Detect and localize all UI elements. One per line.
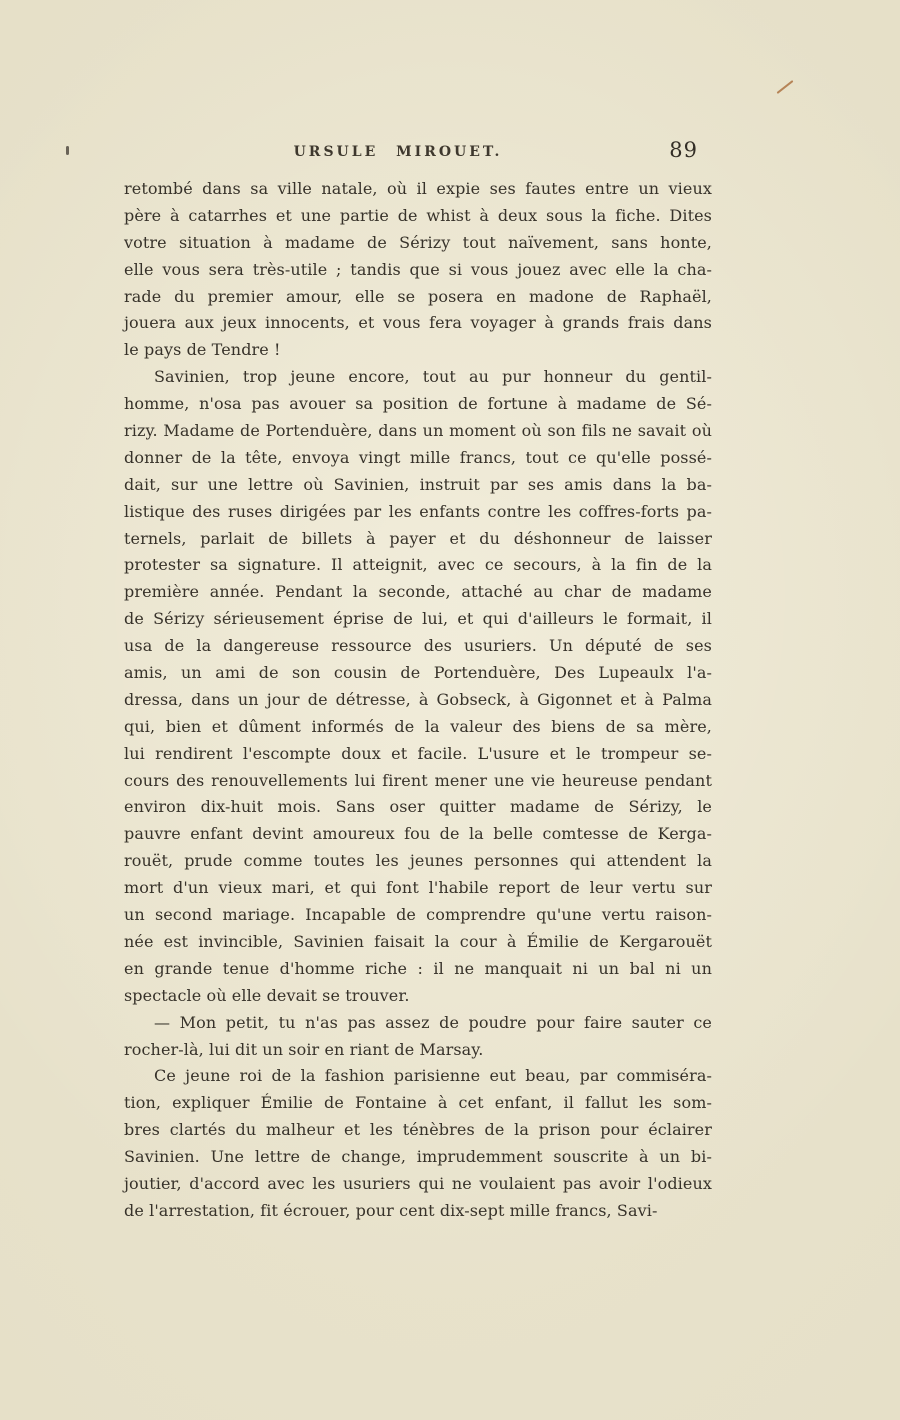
text-line: qui, bien et dûment informés de la valeur des biens de sa mère, xyxy=(124,716,712,736)
text-line: tion, expliquer Émilie de Fontaine à cet enfant, il fallut les som- xyxy=(124,1093,712,1113)
text-line: joutier, d'accord avec les usuriers qui ne voulaient pas avoir l'odieux xyxy=(124,1173,712,1193)
text-line: lui rendirent l'escompte doux et facile. L'usure et le trompeur se- xyxy=(124,743,712,763)
text-line: rocher-là, lui dit un soir en riant de Marsay. xyxy=(124,1039,484,1059)
text-line: environ dix-huit mois. Sans oser quitter madame de Sérizy, le xyxy=(124,797,712,817)
text-block xyxy=(124,176,712,1225)
text-line: Savinien, trop jeune encore, tout au pur honneur du gentil- xyxy=(154,367,712,387)
text-line: ternels, parlait de billets à payer et du déshonneur de laisser xyxy=(124,528,712,548)
text-line: spectacle où elle devait se trouver. xyxy=(124,985,410,1005)
text-line: Ce jeune roi de la fashion parisienne eut beau, par commiséra- xyxy=(154,1066,712,1086)
scan-artifact-scratch-mark xyxy=(777,80,794,94)
page-number: 89 xyxy=(669,138,698,162)
text-line: votre situation à madame de Sérizy tout naïvement, sans honte, xyxy=(124,232,712,252)
text-line: rizy. Madame de Portenduère, dans un moment où son fils ne savait où xyxy=(124,421,712,441)
text-line: rouët, prude comme toutes les jeunes personnes qui attendent la xyxy=(124,851,712,871)
text-line: retombé dans sa ville natale, où il expie ses fautes entre un vieux xyxy=(124,179,712,198)
text-line: amis, un ami de son cousin de Portenduère, Des Lupeaulx l'a- xyxy=(124,663,712,683)
running-title: URSULE MIROUET. xyxy=(293,144,503,160)
text-line: donner de la tête, envoya vingt mille francs, tout ce qu'elle possé- xyxy=(124,447,712,467)
text-line: le pays de Tendre ! xyxy=(124,340,281,360)
text-line: dait, sur une lettre où Savinien, instruit par ses amis dans la ba- xyxy=(124,474,712,494)
text-line: rade du premier amour, elle se posera en madone de Raphaël, xyxy=(124,286,712,306)
text-line: protester sa signature. Il atteignit, avec ce secours, à la fin de la xyxy=(124,555,712,575)
text-line: mort d'un vieux mari, et qui font l'habile report de leur vertu sur xyxy=(124,878,712,898)
text-line: née est invincible, Savinien faisait la cour à Émilie de Kergarouët xyxy=(124,931,712,951)
page-header xyxy=(124,138,712,170)
text-line: listique des ruses dirigées par les enfants contre les coffres-forts pa- xyxy=(124,501,712,521)
text-line: de Sérizy sérieusement éprise de lui, et qui d'ailleurs le formait, il xyxy=(124,609,712,629)
text-line: de l'arrestation, fit écrouer, pour cent dix-sept mille francs, Savi- xyxy=(124,1200,658,1220)
text-line: bres clartés du malheur et les ténèbres de la prison pour éclairer xyxy=(124,1120,712,1140)
text-line: père à catarrhes et une partie de whist à deux sous la fiche. Dites xyxy=(124,205,712,225)
text-line: un second mariage. Incapable de comprendre qu'une vertu raison- xyxy=(124,905,712,925)
text-line: première année. Pendant la seconde, attaché au char de madame xyxy=(124,582,712,602)
text-line: en grande tenue d'homme riche : il ne manquait ni un bal ni un xyxy=(124,958,712,978)
text-line: — Mon petit, tu n'as pas assez de poudre pour faire sauter ce xyxy=(154,1012,712,1032)
text-line: pauvre enfant devint amoureux fou de la belle comtesse de Kerga- xyxy=(124,824,712,844)
text-line: jouera aux jeux innocents, et vous fera voyager à grands frais dans xyxy=(124,313,712,333)
text-line: usa de la dangereuse ressource des usuriers. Un député de ses xyxy=(124,636,712,656)
text-line: Savinien. Une lettre de change, imprudemment souscrite à un bi- xyxy=(124,1147,712,1167)
text-line: elle vous sera très-utile ; tandis que si vous jouez avec elle la cha- xyxy=(124,259,712,279)
text-line: cours des renouvellements lui firent mener une vie heureuse pendant xyxy=(124,770,712,790)
text-line: homme, n'osa pas avouer sa position de fortune à madame de Sé- xyxy=(124,394,712,414)
scan-artifact-ink-speck xyxy=(66,146,69,155)
text-line: dressa, dans un jour de détresse, à Gobseck, à Gigonnet et à Palma xyxy=(124,689,712,709)
